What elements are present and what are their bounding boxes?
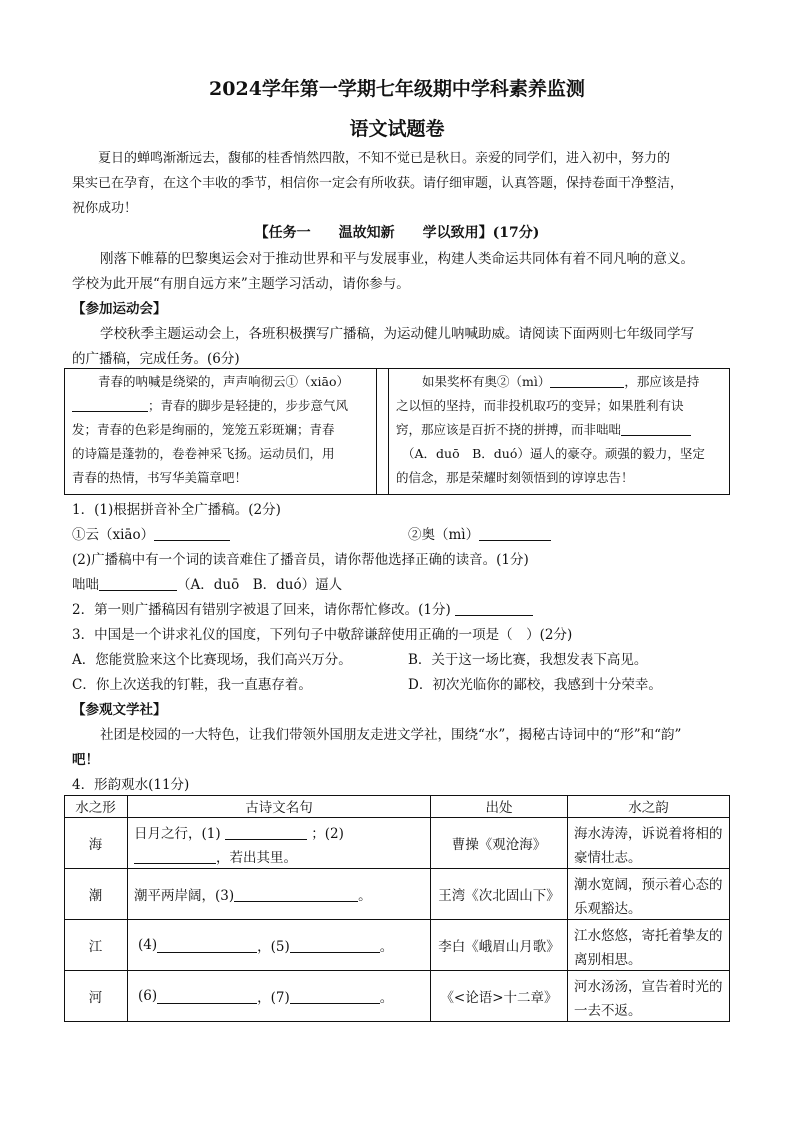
broadcast-left-line-4: 的诗篇是蓬勃的，卷卷神采飞扬。运动员们，用 <box>72 446 335 461</box>
broadcast-left-line-2: ；青春的脚步是轻捷的，步步意气风 <box>72 394 349 418</box>
task1-heading: 【任务一 温故知新 学以致用】(17分) <box>254 225 540 241</box>
table-row-1-form: 海 <box>64 818 128 869</box>
sports-paragraph-line-2: 的广播稿，完成任务。(6分) <box>72 351 240 367</box>
broadcast-left <box>72 370 349 490</box>
table-row-3-source: 李白《峨眉山月歌》 <box>431 920 568 971</box>
table-header-source: 出处 <box>431 795 568 818</box>
table-header-form: 水之形 <box>64 795 128 818</box>
answer-blank-3[interactable] <box>234 887 358 902</box>
table-row-1-source: 曹操《观沧海》 <box>431 818 568 869</box>
exam-title: 2024学年第一学期七年级期中学科素养监测 <box>209 78 585 100</box>
question-1-1: 1．(1)根据拼音补全广播稿。(2分) <box>72 502 281 518</box>
exam-subtitle: 语文试题卷 <box>349 118 445 140</box>
table-row-4-rhyme: 河水汤汤，宣告着时光的一去不返。 <box>568 971 730 1022</box>
broadcast-right-line-4: （A．duō B．duó）逼人的豪夺。顽强的毅力，坚定 <box>402 446 705 461</box>
broadcast-left-line-3: 发；青春的色彩是绚丽的，笼笼五彩斑斓；青春 <box>72 422 335 437</box>
sports-heading: 【参加运动会】 <box>72 301 167 317</box>
question-4: 4．形韵观水(11分) <box>72 777 190 793</box>
literature-heading: 【参观文学社】 <box>72 702 167 718</box>
intro-line-3: 祝你成功！ <box>72 201 138 216</box>
broadcast-right-line-3: 窍，那应该是百折不挠的拼搏，而非咄咄 <box>396 418 705 442</box>
answer-blank-5[interactable] <box>290 938 380 953</box>
answer-mi-blank[interactable] <box>479 526 551 541</box>
broadcast-right-line-1: 如果奖杯有奥②（mì） ，那应该是持 <box>422 374 700 389</box>
table-row-2-rhyme: 潮水宽阔，预示着心态的乐观豁达。 <box>568 869 730 920</box>
question-3-option-d[interactable]: D．初次光临你的鄙校，我感到十分荣幸。 <box>408 677 662 693</box>
broadcast-divider <box>376 368 389 495</box>
table-row-2-source: 王湾《次北固山下》 <box>431 869 568 920</box>
answer-blank-7[interactable] <box>290 989 380 1004</box>
answer-blank-1[interactable] <box>225 825 307 840</box>
question-1-2-answer: 咄咄 （A．duō B．duó）逼人 <box>72 577 343 593</box>
task1-paragraph-line-2: 学校为此开展“有朋自远方来”主题学习活动，请你参与。 <box>72 276 410 292</box>
blank-duoduo-box[interactable] <box>621 421 691 436</box>
intro-line-1: 夏日的蝉鸣渐渐远去，馥郁的桂香悄然四散，不知不觉已是秋日。亲爱的同学们，进入初中，努力的 <box>98 151 671 166</box>
table-row-3-rhyme: 江水悠悠，寄托着挚友的离别相思。 <box>568 920 730 971</box>
water-poetry-table <box>64 795 730 1022</box>
broadcast-right <box>396 370 705 490</box>
answer-duoduo-blank[interactable] <box>99 576 177 591</box>
table-header-rhyme: 水之韵 <box>568 795 730 818</box>
table-row-1-verse: 日月之行，(1) ；(2) ，若出其里。 <box>128 818 431 869</box>
blank-xiao-box[interactable] <box>72 397 148 412</box>
question-2: 2．第一则广播稿因有错别字被退了回来，请你帮忙修改。(1分) <box>72 598 533 618</box>
broadcast-left-line-5: 青春的热情，书写华美篇章吧！ <box>72 470 248 485</box>
table-row-4-form: 河 <box>64 971 128 1022</box>
broadcast-right-line-2: 之以恒的坚持，而非投机取巧的变异；如果胜利有诀 <box>396 398 684 413</box>
table-row-1-rhyme: 海水涛涛，诉说着将相的豪情壮志。 <box>568 818 730 869</box>
sports-paragraph-line-1: 学校秋季主题运动会上，各班积极撰写广播稿，为运动健儿呐喊助威。请阅读下面两则七年级同学写 <box>100 326 694 342</box>
broadcast-right-line-5: 的信念，那是荣耀时刻领悟到的谆谆忠告！ <box>396 470 634 485</box>
question-1-1-a: ①云（xiāo） <box>72 523 230 543</box>
answer-blank-6[interactable] <box>157 989 257 1004</box>
table-header-verse: 古诗文名句 <box>128 795 431 818</box>
table-row-2-verse: 潮平两岸阔，(3) 。 <box>128 869 431 920</box>
question-1-1-b: ②奥（mì） <box>408 523 551 543</box>
intro-line-2: 果实已在孕育，在这个丰收的季节，相信你一定会有所收获。请仔细审题，认真答题，保持卷面干净整洁， <box>72 176 684 191</box>
answer-xiao-blank[interactable] <box>154 526 230 541</box>
question-3-option-a[interactable]: A．您能赏脸来这个比赛现场，我们高兴万分。 <box>72 652 352 668</box>
table-row-3-form: 江 <box>64 920 128 971</box>
table-row-2-form: 潮 <box>64 869 128 920</box>
answer-blank-2[interactable] <box>134 849 216 864</box>
intro-paragraph <box>72 146 732 221</box>
broadcast-left-line-1: 青春的呐喊是绕梁的，声声响彻云①（xiāo） <box>98 374 350 389</box>
table-row-3-verse: (4) ，(5) 。 <box>128 920 431 971</box>
question-3: 3．中国是一个讲求礼仪的国度，下列句子中敬辞谦辞使用正确的一项是（ ）(2分) <box>72 627 573 643</box>
literature-paragraph-line-1: 社团是校园的一大特色，让我们带领外国朋友走进文学社，围绕“水”，揭秘古诗词中的“形”和“韵” <box>100 727 682 743</box>
answer-typo-blank[interactable] <box>455 601 533 616</box>
blank-mi-box[interactable] <box>550 373 624 388</box>
answer-blank-4[interactable] <box>157 938 257 953</box>
question-1-2: (2)广播稿中有一个词的读音难住了播音员，请你帮他选择正确的读音。(1分) <box>72 552 529 568</box>
table-row-4-source: 《<论语>十二章》 <box>431 971 568 1022</box>
question-3-option-b[interactable]: B．关于这一场比赛，我想发表下高见。 <box>408 652 648 668</box>
table-row-4-verse: (6) ，(7) 。 <box>128 971 431 1022</box>
literature-paragraph-line-2: 吧！ <box>72 752 99 768</box>
task1-paragraph-line-1: 刚落下帷幕的巴黎奥运会对于推动世界和平与发展事业，构建人类命运共同体有着不同凡响的意义。 <box>100 251 694 267</box>
question-3-option-c[interactable]: C．你上次送我的钉鞋，我一直惠存着。 <box>72 677 312 693</box>
